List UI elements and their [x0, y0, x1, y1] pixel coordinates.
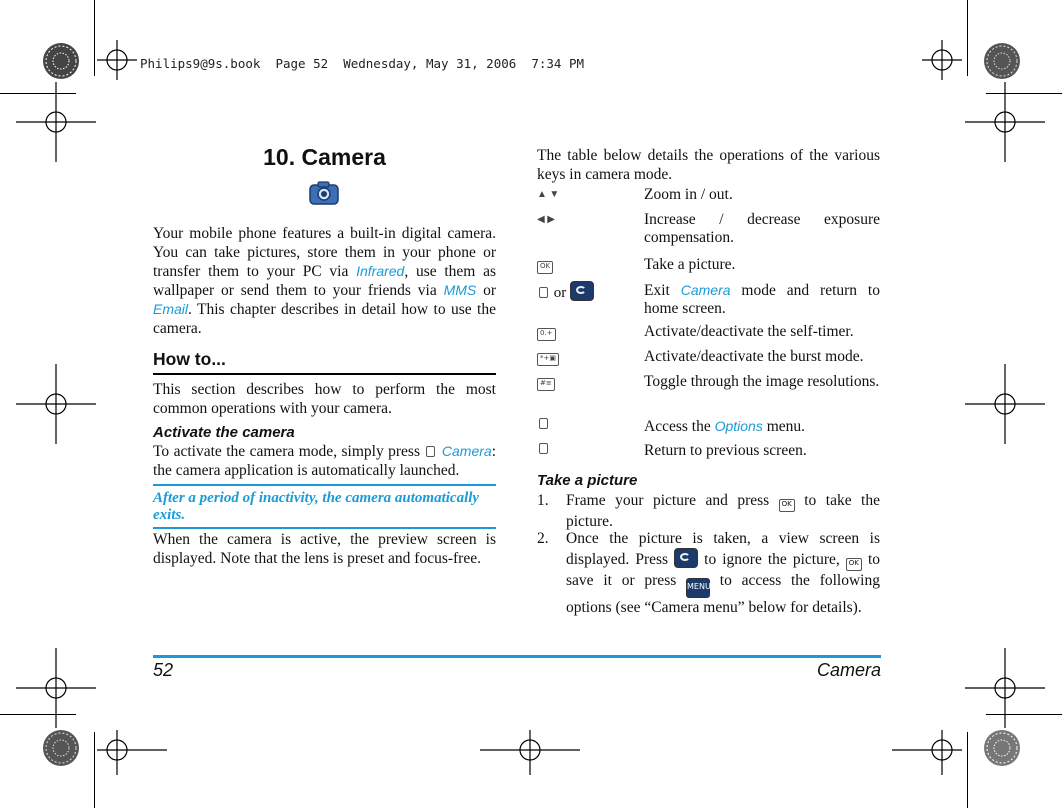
soft-key-icon [539, 443, 548, 454]
reg-target-top-left [97, 40, 137, 80]
mms-link: MMS [443, 282, 477, 298]
activate-heading: Activate the camera [153, 424, 295, 441]
left-right-keys-icon: ◀ ▶ [537, 214, 555, 225]
reg-target-top-right [922, 40, 962, 80]
zero-key-icon: 0.+ [537, 328, 556, 341]
reg-target-left-upper [16, 82, 96, 162]
star-key-icon: *+▣ [537, 353, 559, 366]
step-2: 2. Once the picture is taken, a view screen is displayed. Press to ignore the picture, OK to save it or press MENU to access the following options (see “Camera menu” below for details). [537, 530, 881, 616]
starburst-bottom-right [984, 730, 1020, 766]
step-1: 1. Frame your picture and press OK to take the picture. [537, 492, 880, 530]
reg-target-left-lower [16, 648, 96, 728]
table-intro: The table below details the operations of the various keys in camera mode. [537, 147, 880, 183]
reg-target-right-mid [965, 364, 1045, 444]
email-link: Email [153, 301, 189, 317]
ok-key-icon: OK [537, 261, 553, 274]
preview-text: When the camera is active, the preview screen is displayed. Note that the lens is preset and focus-free. [153, 531, 496, 567]
howto-heading: How to... [153, 349, 496, 375]
footer-section: Camera [816, 660, 881, 680]
camera-icon [309, 180, 339, 205]
soft-key-icon [539, 418, 548, 429]
footer-rule [153, 655, 881, 658]
starburst-bottom-left [43, 730, 79, 766]
reg-target-bottom-left [97, 730, 167, 775]
back-button-icon [674, 548, 698, 568]
reg-target-bottom-mid [480, 730, 580, 775]
reg-target-bottom-right [892, 730, 962, 775]
camera-link: Camera [441, 443, 492, 459]
infrared-link: Infrared [356, 263, 405, 279]
ok-key-icon: OK [846, 558, 862, 571]
menu-button-icon: MENU [686, 578, 710, 598]
soft-key-icon [539, 287, 548, 298]
ok-key-icon: OK [779, 499, 795, 512]
starburst-top-left [43, 43, 79, 79]
activate-text: To activate the camera mode, simply press Camera: the camera application is automatically launched. [153, 443, 497, 479]
intro-paragraph: Your mobile phone features a built-in digital camera. You can take pictures, store them in your phone or transfer them to your PC via Infrared, use them as wallpaper or send them to your friends via MMS or Email. This chapter describes in detail how to use the camera. [153, 225, 496, 337]
inactivity-note: After a period of inactivity, the camera automatically exits. [153, 484, 496, 529]
back-button-icon [570, 281, 594, 301]
reg-target-right-upper [965, 82, 1045, 162]
reg-target-left-mid [16, 364, 96, 444]
starburst-top-right [984, 43, 1020, 79]
hash-key-icon: #≡ [537, 378, 555, 391]
page-number: 52 [153, 660, 174, 680]
take-picture-heading: Take a picture [537, 472, 638, 489]
up-down-keys-icon: ▲ ▼ [537, 189, 560, 200]
reg-target-right-lower [965, 648, 1045, 728]
soft-key-icon [426, 446, 435, 457]
howto-text: This section describes how to perform the most common operations with your camera. [153, 381, 496, 417]
chapter-title: 10. Camera [263, 144, 386, 170]
header-stamp: Philips9@9s.book Page 52 Wednesday, May 31, 2006 7:34 PM [140, 56, 585, 71]
